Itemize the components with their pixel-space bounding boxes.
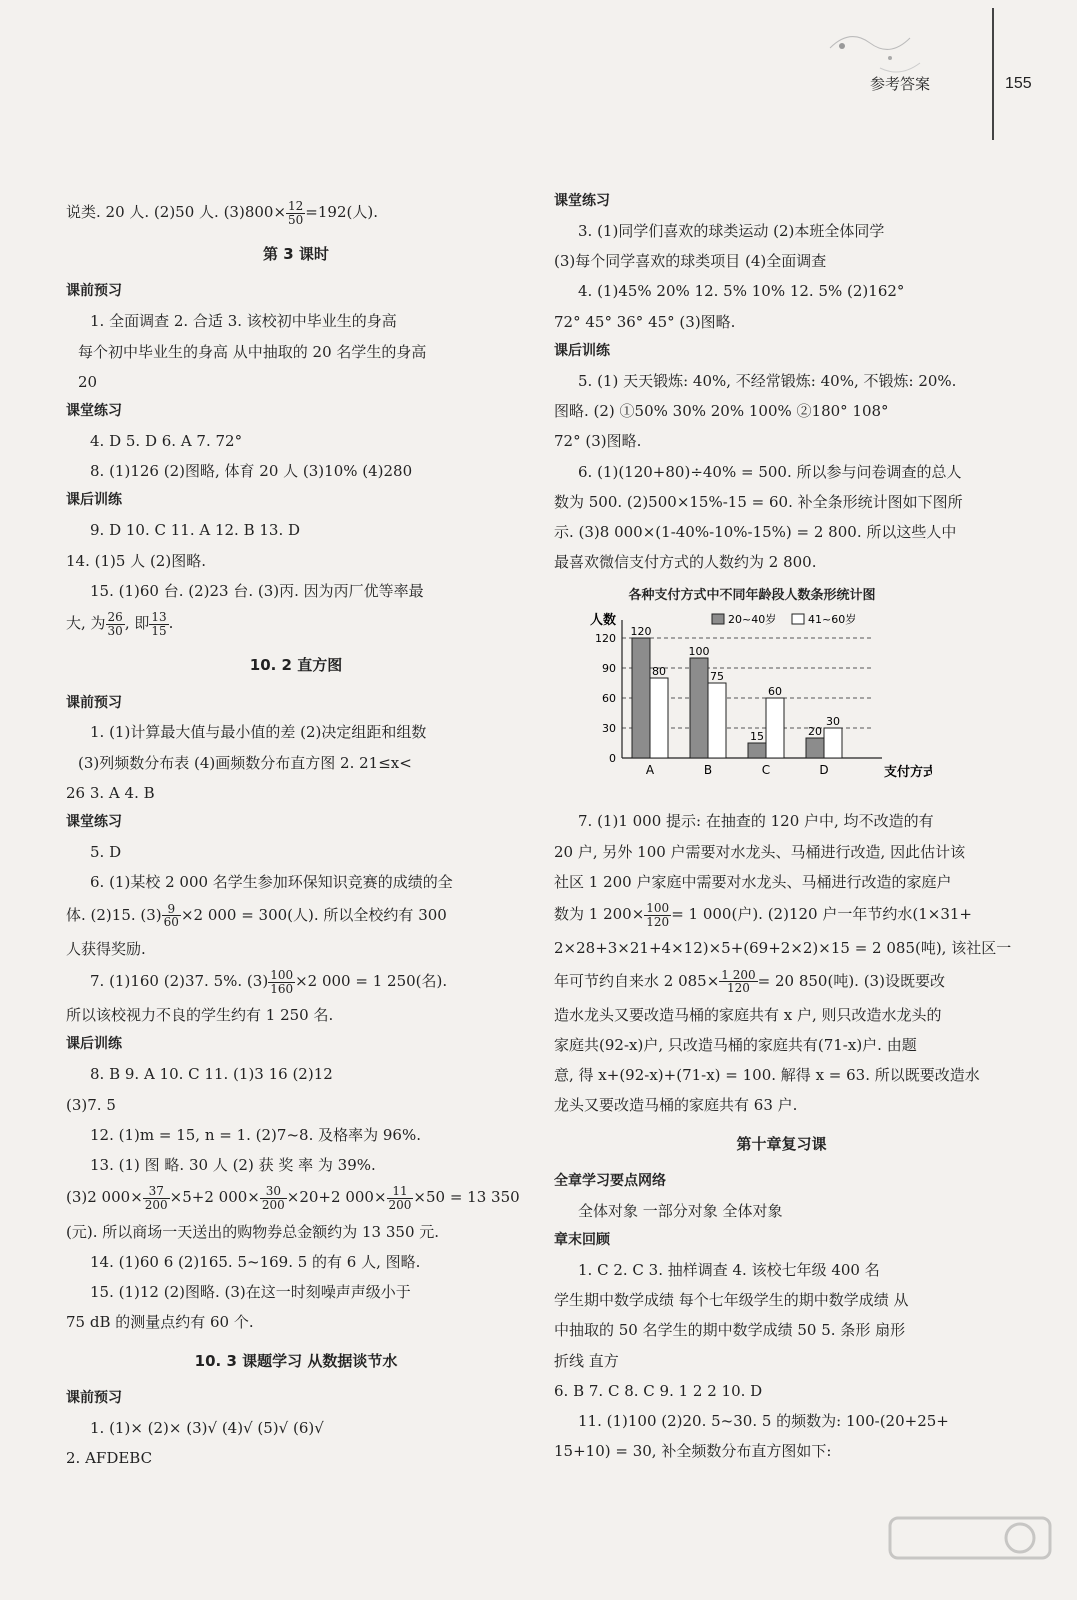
fraction: $\frac{30}{200}$ xyxy=(261,1184,285,1212)
answer-line: 5. (1) 天天锻炼: 40%, 不经常锻炼: 40%, 不锻炼: 20%. xyxy=(578,371,957,390)
answer-line: 4. (1)45% 20% 12. 5% 10% 12. 5% (2)162° xyxy=(578,282,905,301)
bar xyxy=(748,743,766,758)
answer-line: 20 xyxy=(78,372,98,391)
answer-line: (3)2 000× $\frac{37}{200}$ ×5+2 000× $\frac{30}{200}$ ×20+2 000× $\frac{11}{200}$ ×50 = 13 350 xyxy=(66,1184,520,1212)
fraction: $\frac{100}{160}$ xyxy=(270,968,294,996)
lesson-title: 第 3 课时 xyxy=(263,245,329,264)
answer-line: 11. (1)100 (2)20. 5~30. 5 的频数为: 100-(20+25+ xyxy=(578,1412,949,1431)
legend-label: 20~40岁 xyxy=(728,613,777,627)
answer-line: 20 户, 另外 100 户需要对水龙头、马桶进行改造, 因此估计该 xyxy=(554,842,966,861)
answer-line: (3)列频数分布表 (4)画频数分布直方图 2. 21≤x< xyxy=(78,753,412,772)
bar-value-label: 30 xyxy=(826,715,840,729)
fraction: $\frac{26}{30}$ xyxy=(107,610,123,638)
answer-line: (3)每个同学喜欢的球类项目 (4)全面调查 xyxy=(554,252,827,271)
answer-line: 龙头又要改造马桶的家庭共有 63 户. xyxy=(554,1096,798,1115)
section-heading: 章末回顾 xyxy=(554,1232,610,1249)
answer-line: 8. B 9. A 10. C 11. (1)3 16 (2)12 xyxy=(90,1065,333,1084)
answer-line: 数为 500. (2)500×15%-15 = 60. 补全条形统计图如下图所 xyxy=(554,492,963,511)
y-tick-label: 120 xyxy=(595,632,616,646)
x-tick-label: B xyxy=(703,763,713,778)
right-column xyxy=(554,192,1012,1472)
x-tick-label: A xyxy=(645,763,655,778)
answer-line: 所以该校视力不良的学生约有 1 250 名. xyxy=(66,1006,334,1025)
answer-line: 7. (1)160 (2)37. 5%. (3) $\frac{100}{160}$ ×2 000 = 1 250(名). xyxy=(90,968,448,996)
bar xyxy=(690,658,708,758)
answer-line: 造水龙头又要改造马桶的家庭共有 x 户, 则只改造水龙头的 xyxy=(554,1005,942,1024)
answer-line: 1. 全面调查 2. 合适 3. 该校初中毕业生的身高 xyxy=(90,312,397,331)
section-title: 10. 3 课题学习 从数据谈节水 xyxy=(194,1351,398,1370)
y-tick-label: 60 xyxy=(602,692,616,706)
bar-value-label: 120 xyxy=(630,625,652,639)
bar-value-label: 15 xyxy=(750,730,764,744)
bar-value-label: 100 xyxy=(688,645,710,659)
answer-line: 大, 为 $\frac{26}{30}$ , 即 $\frac{13}{15}$ . xyxy=(66,610,174,638)
answer-line: 5. D xyxy=(90,843,122,862)
answer-line: 1. C 2. C 3. 抽样调查 4. 该校七年级 400 名 xyxy=(578,1260,880,1279)
answer-line: 学生期中数学成绩 每个七年级学生的期中数学成绩 从 xyxy=(554,1291,909,1310)
answer-line: 12. (1)m = 15, n = 1. (2)7~8. 及格率为 96%. xyxy=(90,1125,421,1144)
answer-line: 中抽取的 50 名学生的期中数学成绩 50 5. 条形 扇形 xyxy=(554,1321,906,1340)
section-heading: 课前预习 xyxy=(66,1389,122,1406)
section-heading: 课堂练习 xyxy=(66,814,122,831)
answer-line: 72° (3)图略. xyxy=(554,432,642,451)
answer-line: 6. B 7. C 8. C 9. 1 2 2 10. D xyxy=(554,1381,763,1400)
header-rule xyxy=(992,8,994,140)
y-tick-label: 0 xyxy=(609,752,616,766)
bar xyxy=(632,638,650,758)
bar-value-label: 60 xyxy=(768,685,782,699)
bar-value-label: 75 xyxy=(710,670,724,684)
answer-line: 8. (1)126 (2)图略, 体育 20 人 (3)10% (4)280 xyxy=(90,462,413,481)
fraction: $\frac{37}{200}$ xyxy=(144,1184,168,1212)
left-column xyxy=(66,200,526,1478)
bar-value-label: 20 xyxy=(808,725,822,739)
page-number: 155 xyxy=(1005,75,1032,92)
section-heading: 课前预习 xyxy=(66,283,122,300)
answer-line: 3. (1)同学们喜欢的球类运动 (2)本班全体同学 xyxy=(578,221,885,240)
y-tick-label: 90 xyxy=(602,662,616,676)
x-tick-label: D xyxy=(819,763,829,778)
answer-line: 2. AFDEBC xyxy=(66,1448,153,1467)
answer-line: 示. (3)8 000×(1-40%-10%-15%) = 2 800. 所以这些人中 xyxy=(554,523,957,542)
chart-title: 各种支付方式中不同年龄段人数条形统计图 xyxy=(628,587,876,603)
answer-line: 社区 1 200 户家庭中需要对水龙头、马桶进行改造的家庭户 xyxy=(554,872,952,891)
answer-line: 图略. (2) ①50% 30% 20% 100% ②180° 108° xyxy=(554,402,889,421)
answer-line: 数为 1 200× $\frac{100}{120}$ = 1 000(户). (2)120 户一年节约水(1×31+ xyxy=(554,901,972,929)
section-heading: 课后训练 xyxy=(66,1036,122,1053)
x-axis-label: 支付方式 xyxy=(884,765,932,781)
answer-line: 14. (1)60 6 (2)165. 5~169. 5 的有 6 人, 图略. xyxy=(90,1252,421,1271)
answer-line: 最喜欢微信支付方式的人数约为 2 800. xyxy=(554,553,817,572)
section-title: 10. 2 直方图 xyxy=(249,656,343,675)
bar xyxy=(824,728,842,758)
answer-line: 全体对象 一部分对象 全体对象 xyxy=(578,1201,783,1220)
answer-line: 6. (1)某校 2 000 名学生参加环保知识竞赛的成绩的全 xyxy=(90,873,453,892)
answer-line: 13. (1) 图 略. 30 人 (2) 获 奖 率 为 39%. xyxy=(90,1156,376,1175)
section-heading: 课后训练 xyxy=(66,492,122,509)
section-heading: 课后训练 xyxy=(554,342,610,359)
legend-swatch xyxy=(792,614,804,624)
section-heading: 课堂练习 xyxy=(66,403,122,420)
answer-line: 折线 直方 xyxy=(554,1351,619,1370)
answer-line: 15+10) = 30, 补全频数分布直方图如下: xyxy=(554,1442,832,1461)
answer-line: 每个初中毕业生的身高 从中抽取的 20 名学生的身高 xyxy=(78,342,427,361)
answer-line: (元). 所以商场一天送出的购物券总金额约为 13 350 元. xyxy=(66,1222,440,1241)
answer-line: 人获得奖励. xyxy=(66,939,146,958)
answer-line: 1. (1)× (2)× (3)√ (4)√ (5)√ (6)√ xyxy=(90,1418,324,1437)
bar-value-label: 80 xyxy=(652,665,666,679)
answer-line: 年可节约自来水 2 085× $\frac{1 200}{120}$ = 20 850(吨). (3)设既要改 xyxy=(554,967,945,996)
answer-line: 14. (1)5 人 (2)图略. xyxy=(66,551,206,570)
fraction: $\frac{9}{60}$ xyxy=(163,901,179,930)
answer-line: 15. (1)60 台. (2)23 台. (3)丙. 因为丙厂优等率最 xyxy=(90,581,424,600)
fraction: $\frac{100}{120}$ xyxy=(646,901,670,929)
x-tick-label: C xyxy=(761,763,771,778)
answer-line: 体. (2)15. (3) $\frac{9}{60}$ ×2 000 = 300(人). 所以全校约有 300 xyxy=(66,901,447,930)
bar xyxy=(708,683,726,758)
y-tick-label: 30 xyxy=(602,722,616,736)
legend-label: 41~60岁 xyxy=(808,613,857,627)
section-heading: 课前预习 xyxy=(66,694,122,711)
section-heading: 课堂练习 xyxy=(554,193,610,209)
answer-line: 26 3. A 4. B xyxy=(66,783,155,802)
header-label: 参考答案 xyxy=(870,75,931,93)
bar-chart xyxy=(572,587,932,794)
bar xyxy=(650,678,668,758)
answer-line: 家庭共(92-x)户, 只改造马桶的家庭共有(71-x)户. 由题 xyxy=(554,1035,917,1054)
answer-line: 意, 得 x+(92-x)+(71-x) = 100. 解得 x = 63. 所以既要改造水 xyxy=(554,1066,980,1085)
answer-line: 1. (1)计算最大值与最小值的差 (2)决定组距和组数 xyxy=(90,723,427,742)
bar xyxy=(766,698,784,758)
y-axis-label: 人数 xyxy=(590,613,617,629)
fraction: $\frac{12}{50}$ xyxy=(288,199,304,227)
answer-line: 75 dB 的测量点约有 60 个. xyxy=(66,1313,254,1332)
answer-line: 6. (1)(120+80)÷40% = 500. 所以参与问卷调查的总人 xyxy=(578,462,962,481)
fraction: $\frac{1 200}{120}$ xyxy=(721,967,756,996)
section-title: 第十章复习课 xyxy=(736,1134,827,1153)
answer-line: 2×28+3×21+4×12)×5+(69+2×2)×15 = 2 085(吨), 该社区一 xyxy=(554,939,1012,958)
section-heading: 全章学习要点网络 xyxy=(554,1172,666,1189)
answer-line: 7. (1)1 000 提示: 在抽查的 120 户中, 均不改造的有 xyxy=(578,812,934,831)
bar xyxy=(806,738,824,758)
answer-line: 4. D 5. D 6. A 7. 72° xyxy=(90,431,243,450)
answer-line: 72° 45° 36° 45° (3)图略. xyxy=(554,312,736,331)
chart-canvas xyxy=(572,608,932,788)
watermark-logo xyxy=(880,1508,1060,1588)
answer-line: 9. D 10. C 11. A 12. B 13. D xyxy=(90,521,301,540)
answer-line: 15. (1)12 (2)图略. (3)在这一时刻噪声声级小于 xyxy=(90,1283,411,1302)
decorative-sketch xyxy=(820,18,940,108)
answer-line: 说类. 20 人. (2)50 人. (3)800× $\frac{12}{50}$ =192(人). xyxy=(66,199,378,227)
answer-line: (3)7. 5 xyxy=(66,1095,116,1114)
fraction: $\frac{13}{15}$ xyxy=(151,610,167,638)
legend-swatch xyxy=(712,614,724,624)
fraction: $\frac{11}{200}$ xyxy=(388,1184,412,1212)
